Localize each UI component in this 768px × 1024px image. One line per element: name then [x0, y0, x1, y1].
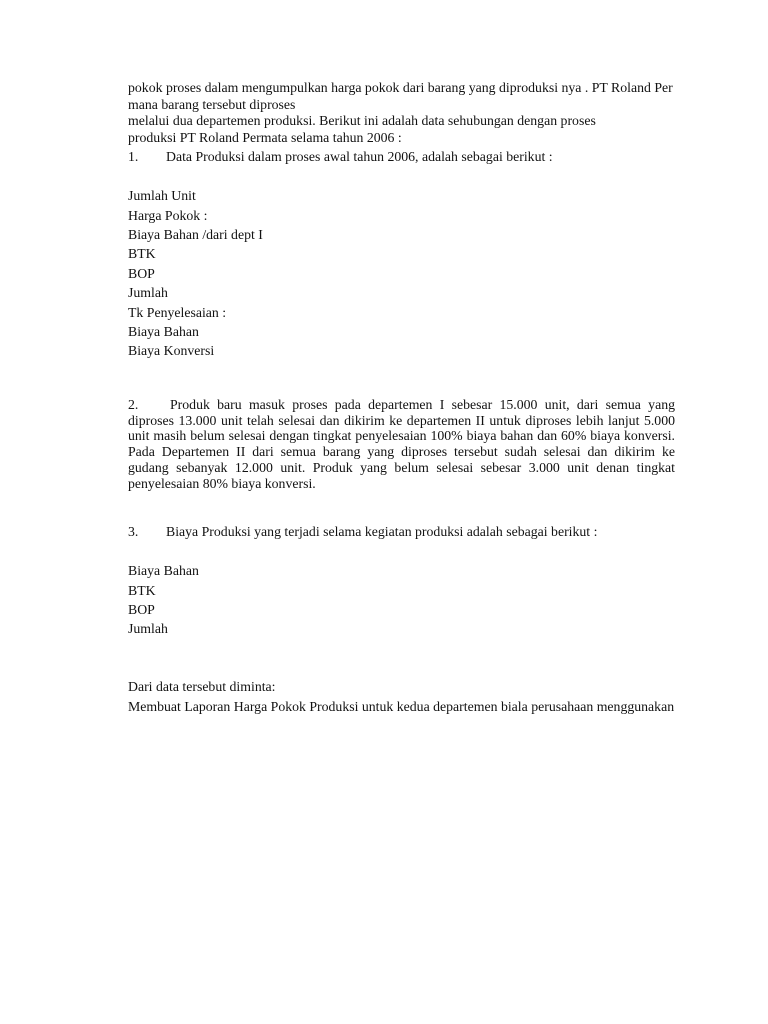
section2-line — [128, 397, 675, 413]
intro-line: produksi PT Roland Permata selama tahun 2006 : — [128, 129, 402, 145]
section3-number: 3. — [128, 523, 139, 539]
section1-heading-line — [128, 149, 676, 165]
section1-number: 1. — [128, 148, 139, 164]
closing-paragraph — [128, 677, 676, 717]
section2-line: gudang sebanyak 12.000 unit. Produk yang belum selesai sebesar 3.000 unit denan tingkat — [128, 460, 675, 476]
section3-item: BOP — [128, 601, 155, 617]
section2-line-text: Produk baru masuk proses pada departemen I sebesar 15.000 unit, dari semua yang — [170, 396, 675, 412]
section1-list — [128, 186, 676, 361]
section1-item: Tk Penyelesaian : — [128, 304, 227, 320]
intro-line-clipped: pokok proses dalam mengumpulkan harga pokok dari barang yang diproduksi nya . PT Roland Per — [128, 80, 673, 95]
section1-item: BTK — [128, 246, 156, 262]
section3-heading: Biaya Produksi yang terjadi selama kegiatan produksi adalah sebagai berikut : — [166, 523, 598, 539]
section1-item: Jumlah — [128, 285, 168, 301]
closing-line: Membuat Laporan Harga Pokok Produksi untuk kedua departemen biala perusahaan menggunakan — [128, 698, 675, 714]
section1-item: Biaya Bahan /dari dept I — [128, 226, 263, 242]
section3-item: Biaya Bahan — [128, 563, 199, 579]
section1-item: Jumlah Unit — [128, 188, 196, 204]
intro-line: melalui dua departemen produksi. Berikut ini adalah data sehubungan dengan proses — [128, 113, 596, 128]
section3-heading-line — [128, 524, 676, 540]
section1-heading-row — [128, 149, 676, 165]
section2-line: diproses 13.000 unit telah selesai dan dikirim ke departemen II untuk diproses lebih lanjut 5.000 — [128, 412, 675, 428]
intro-paragraph — [128, 97, 676, 147]
section2-line: Pada Departemen II dari semua barang yang diproses tersebut sudah selesai dan dikirim ke — [128, 444, 675, 460]
section1-item: Harga Pokok : — [128, 207, 208, 223]
section2-number: 2. — [128, 396, 139, 412]
section2-paragraph — [128, 397, 675, 492]
intro-line: mana barang tersebut diproses — [128, 96, 296, 112]
section3-list — [128, 561, 676, 639]
section1-heading: Data Produksi dalam proses awal tahun 2006, adalah sebagai berikut : — [166, 148, 553, 164]
section2-line: penyelesaian 80% biaya konversi. — [128, 475, 316, 491]
section1-item: Biaya Konversi — [128, 343, 215, 359]
section1-item: Biaya Bahan — [128, 323, 199, 339]
section1-item: BOP — [128, 265, 155, 281]
section3-item: BTK — [128, 582, 156, 598]
section3-heading-row — [128, 524, 676, 540]
closing-line: Dari data tersebut diminta: — [128, 678, 276, 694]
section3-item: Jumlah — [128, 621, 168, 637]
section2-line: unit masih belum selesai dengan tingkat penyelesaian 100% biaya bahan dan 60% biaya konversi. — [128, 428, 675, 444]
